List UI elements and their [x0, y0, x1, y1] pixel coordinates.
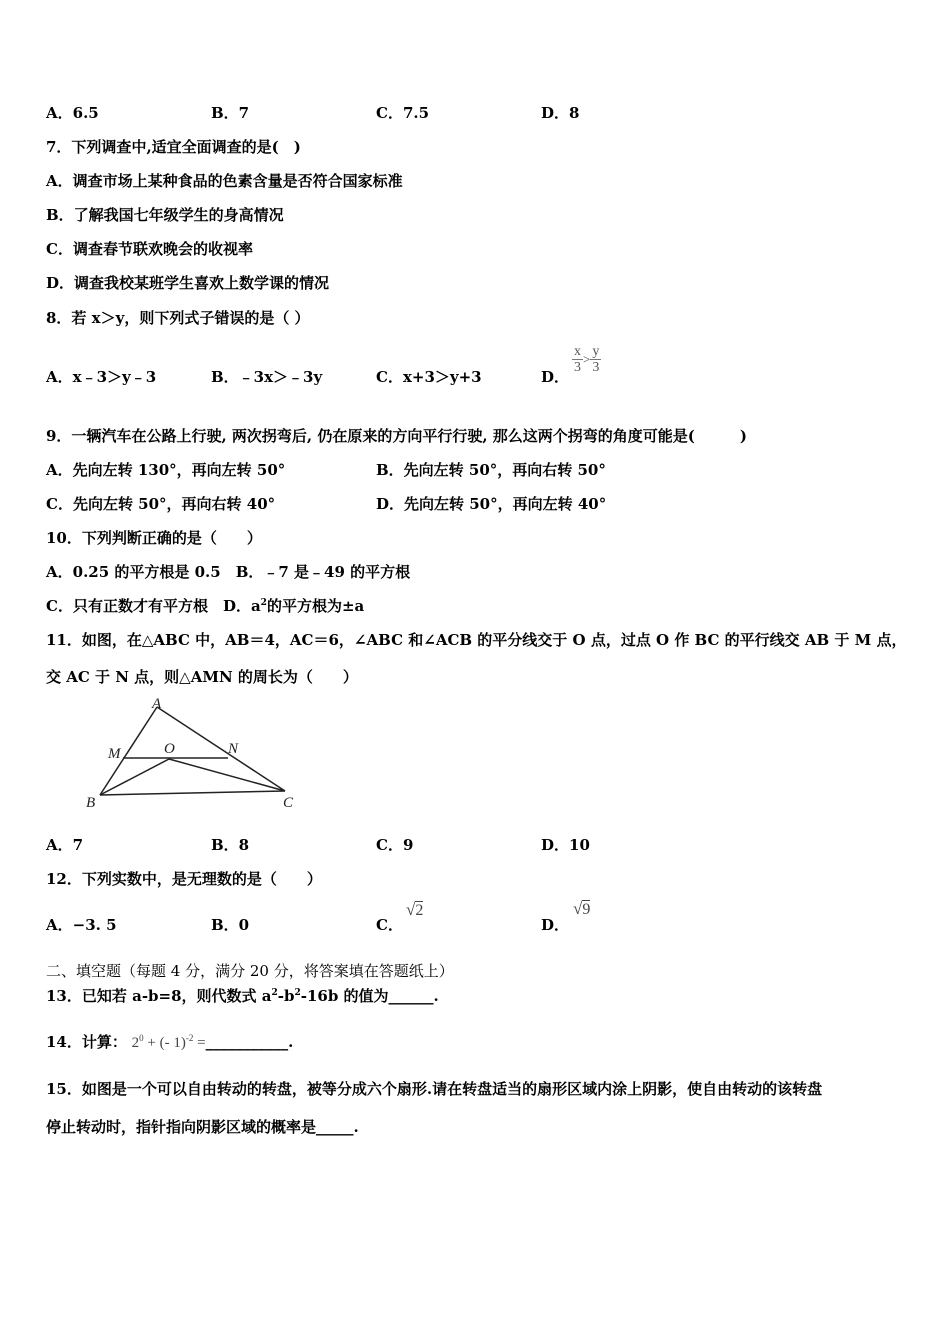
q15-stem-line2: 停止转动时，指针指向阴影区域的概率是_____.	[46, 1118, 359, 1136]
sqrt-9: √9	[573, 899, 591, 918]
q6-option-d: D．8	[541, 104, 580, 122]
q6-option-a: A．6.5	[46, 104, 99, 122]
label-o: O	[164, 741, 175, 757]
side-bc	[100, 791, 285, 795]
q7-option-a: A．调查市场上某种食品的色素含量是否符合国家标准	[46, 172, 403, 190]
q6-option-b: B．7	[211, 104, 250, 122]
q9-option-a: A．先向左转 130°，再向左转 50°	[46, 461, 286, 479]
section-2-heading: 二、填空题（每题 4 分，满分 20 分，将答案填在答题纸上）	[46, 962, 454, 980]
q8-option-d-formula: $\frac{x}{3}$ > $\frac{y}{3}$	[574, 344, 600, 375]
triangle-figure	[80, 694, 310, 816]
label-a: A	[152, 696, 162, 712]
q14-answer-blank: ___________.	[205, 1033, 294, 1051]
q14-stem: 14．计算： $2^0$ + (- 1)$^{-2}$ =___________.	[46, 1033, 294, 1051]
q9-option-c: C．先向左转 50°，再向右转 40°	[46, 495, 276, 513]
q7-stem: 7．下列调查中,适宜全面调查的是( )	[46, 138, 301, 156]
q11-option-d: D．10	[541, 836, 590, 854]
q9-option-b: B．先向左转 50°，再向右转 50°	[376, 461, 606, 479]
q13-stem: 13．已知若 a-b=8，则代数式 $a^2-b^2-16b$ 的值为______.	[46, 987, 439, 1005]
label-c: C	[283, 795, 294, 811]
label-n: N	[228, 741, 239, 757]
q10-options-cd: C．只有正数才有平方根 D．$a^2$的平方根为±a	[46, 597, 365, 615]
q8-option-d-label: D．	[541, 368, 570, 386]
q7-option-b: B．了解我国七年级学生的身高情况	[46, 206, 284, 224]
segment-co	[169, 759, 285, 791]
q7-option-c: C．调查春节联欢晚会的收视率	[46, 240, 253, 258]
q9-option-d: D．先向左转 50°，再向左转 40°	[376, 495, 607, 513]
q12-option-d: D．	[541, 916, 570, 934]
q12-option-c: C．	[376, 916, 403, 934]
q10-stem: 10．下列判断正确的是（ ）	[46, 529, 262, 547]
q8-stem: 8．若 x＞y，则下列式子错误的是（ ）	[46, 309, 310, 327]
q11-option-b: B．8	[211, 836, 250, 854]
q14-expression: $2^0$ + (- 1)$^{-2}$ =	[131, 1033, 206, 1051]
q12-stem: 12．下列实数中，是无理数的是（ ）	[46, 870, 322, 888]
fraction-x-over-3: $\frac{x}{3}$	[574, 344, 581, 375]
q15-stem-line1: 15．如图是一个可以自由转动的转盘，被等分成六个扇形.请在转盘适当的扇形区域内涂上阴影，使自由转动的该转盘	[46, 1080, 823, 1098]
q11-option-a: A．7	[46, 836, 84, 854]
q11-stem-line1: 11．如图，在△ABC 中，AB＝4，AC＝6，∠ABC 和∠ACB 的平分线交于 O 点，过点 O 作 BC 的平行线交 AB 于 M 点，	[46, 631, 907, 649]
label-b: B	[86, 795, 96, 811]
q11-stem-line2: 交 AC 于 N 点，则△AMN 的周长为（ ）	[46, 668, 358, 686]
q10-options-ab: A．0.25 的平方根是 0.5 B．﹣7 是﹣49 的平方根	[46, 563, 411, 581]
segment-bo	[100, 759, 169, 795]
side-ac	[157, 707, 285, 791]
q7-option-d: D．调查我校某班学生喜欢上数学课的情况	[46, 274, 330, 292]
fraction-y-over-3: $\frac{y}{3}$	[592, 344, 600, 375]
q8-option-b: B．﹣3x＞﹣3y	[211, 368, 323, 386]
q8-option-c: C．x+3＞y+3	[376, 368, 482, 386]
q9-stem: 9．一辆汽车在公路上行驶, 两次拐弯后, 仍在原来的方向平行行驶, 那么这两个拐弯的角度可能是( )	[46, 427, 747, 445]
q11-option-c: C．9	[376, 836, 414, 854]
q8-option-d	[541, 366, 569, 387]
q12-option-b: B．0	[211, 916, 250, 934]
q12-option-a: A．−3. 5	[46, 916, 117, 934]
label-m: M	[108, 746, 121, 762]
q8-option-a: A．x﹣3＞y﹣3	[46, 368, 157, 386]
sqrt-2: √2	[406, 900, 424, 919]
q6-option-c: C．7.5	[376, 104, 430, 122]
